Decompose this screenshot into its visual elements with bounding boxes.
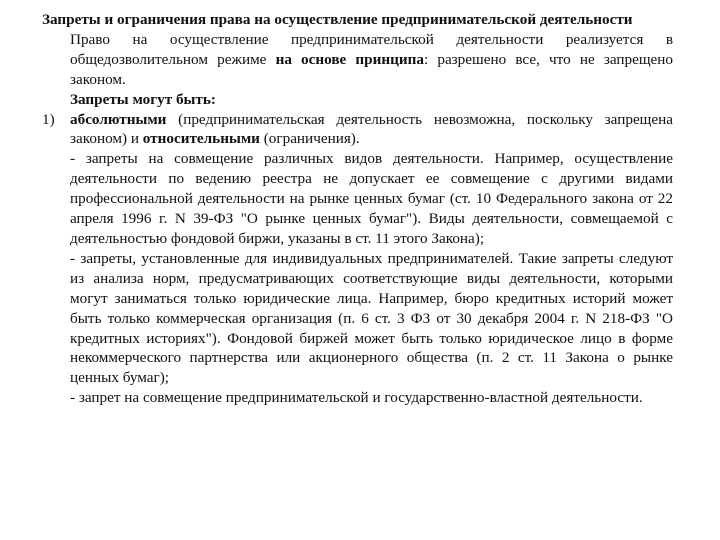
- intro-text-after: : разрешено все, что не запрещено законом.: [70, 50, 673, 88]
- document-body: [42, 30, 673, 408]
- intro-bold: на основе принципа: [275, 50, 424, 68]
- paragraph-combination-ban: - запреты на совмещение различных видов деятельности. Например, осуществление деятельности по ведению реестра не допускает ее совмещение с другими видами профессиональной деятельности на рынке ценных бумаг (ст. 10 Федерального закона от 22 апреля 1996 г. N 39-ФЗ "О рынке ценных бумаг"). Виды деятельности, совмещаемой с деятельностью фондовой биржи, указаны в ст. 11 этого Закона);: [70, 150, 673, 247]
- paragraph-state-power-ban: - запрет на совмещение предпринимательской и государственно-властной деятельности.: [70, 389, 643, 407]
- item1-text-1: (предпринимательская деятельность невозможна, поскольку запрещена законом) и: [70, 110, 673, 148]
- item1-bold-absolute: абсолютными: [70, 110, 167, 128]
- list-heading: Запреты могут быть:: [70, 90, 216, 108]
- paragraph-entrepreneur-ban: - запреты, установленные для индивидуальных предпринимателей. Такие запреты следуют из анализа норм, предусматривающих соответствующие виды деятельности, которыми могут заниматься только юридические лица. Например, бюро кредитных историй может быть только коммерческая организация (п. 6 ст. 3 ФЗ от 30 декабря 2004 г. N 218-ФЗ "О кредитных историях"). Фондовой биржей может быть только юридическое лицо в форме некоммерческого партнерства или акционерного общества (п. 2 ст. 11 Закона о рынке ценных бумаг);: [70, 249, 673, 387]
- item1-bold-relative: относительными: [142, 130, 260, 148]
- document-title: Запреты и ограничения права на осуществление предпринимательской деятельности: [42, 11, 633, 28]
- list-item-number: 1): [42, 110, 55, 128]
- intro-paragraph: [70, 30, 673, 90]
- intro-text-before: Право на осуществление предпринимательской деятельности реализуется в общедозволительном режиме: [70, 30, 673, 68]
- list-item-1: [42, 110, 673, 150]
- item1-text-2: (ограничения).: [259, 130, 360, 148]
